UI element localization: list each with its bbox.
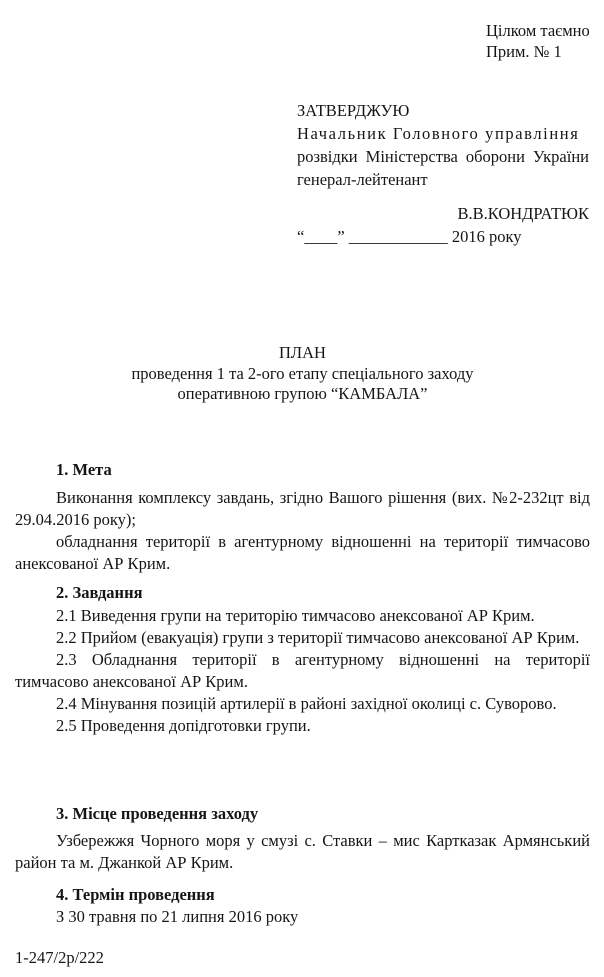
section-heading-tasks: 2. Завдання <box>56 583 143 602</box>
title-line-plan: ПЛАН <box>279 343 326 362</box>
section-body-meta <box>15 487 590 575</box>
task-item: 2.3 Обладнання території в агентурному відношенні на території <box>56 650 590 669</box>
section-body-location <box>15 830 590 874</box>
section-heading-location: 3. Місце проведення заходу <box>56 804 259 823</box>
body-line: З 30 травня по 21 липня 2016 року <box>56 907 299 926</box>
section-body-tasks <box>15 605 590 737</box>
body-line: район та м. Джанкой АР Крим. <box>15 853 234 872</box>
body-line: Виконання комплексу завдань, згідно Вашого рішення (вих. №2-232цт від <box>56 488 590 507</box>
approval-label: ЗАТВЕРДЖУЮ <box>297 101 410 120</box>
section-heading-timeframe: 4. Термін проведення <box>56 885 215 904</box>
title-line-group: оперативною групою “КАМБАЛА” <box>177 384 428 403</box>
approver-position-line: Начальник Головного управління <box>297 124 580 143</box>
section-body-timeframe <box>15 906 590 928</box>
classification-block <box>486 20 590 62</box>
task-item-continuation: тимчасово анексованої АР Крим. <box>15 672 248 691</box>
body-line: Узбережжя Чорного моря у смузі с. Ставки – мис Картказак Армянський <box>56 831 590 850</box>
body-line: обладнання території в агентурному відношенні на території тимчасово <box>56 532 590 551</box>
approver-position-line: розвідки Міністерства оборони України <box>297 147 589 166</box>
body-line: анексованої АР Крим. <box>15 554 171 573</box>
task-item: 2.4 Мінування позицій артилерії в районі західної околиці с. Суворово. <box>56 694 557 713</box>
copy-number: Прим. № 1 <box>486 42 562 61</box>
approval-date-line: “____” ____________ 2016 року <box>297 227 522 246</box>
task-item: 2.1 Виведення групи на територію тимчасово анексованої АР Крим. <box>56 606 535 625</box>
classification-stamp: Цілком таємно <box>486 21 590 40</box>
approver-name: В.В.КОНДРАТЮК <box>457 204 589 223</box>
body-line: 29.04.2016 року); <box>15 510 136 529</box>
approver-position-line: генерал-лейтенант <box>297 170 428 189</box>
document-number: 1-247/2р/222 <box>15 948 104 967</box>
approval-block <box>297 99 589 248</box>
section-heading-meta: 1. Мета <box>56 460 112 479</box>
title-line-subject: проведення 1 та 2-ого етапу спеціального заходу <box>131 363 474 383</box>
document-title <box>15 343 590 405</box>
task-item: 2.5 Проведення допідготовки групи. <box>56 716 311 735</box>
task-item: 2.2 Прийом (евакуація) групи з території тимчасово анексованої АР Крим. <box>56 628 580 647</box>
